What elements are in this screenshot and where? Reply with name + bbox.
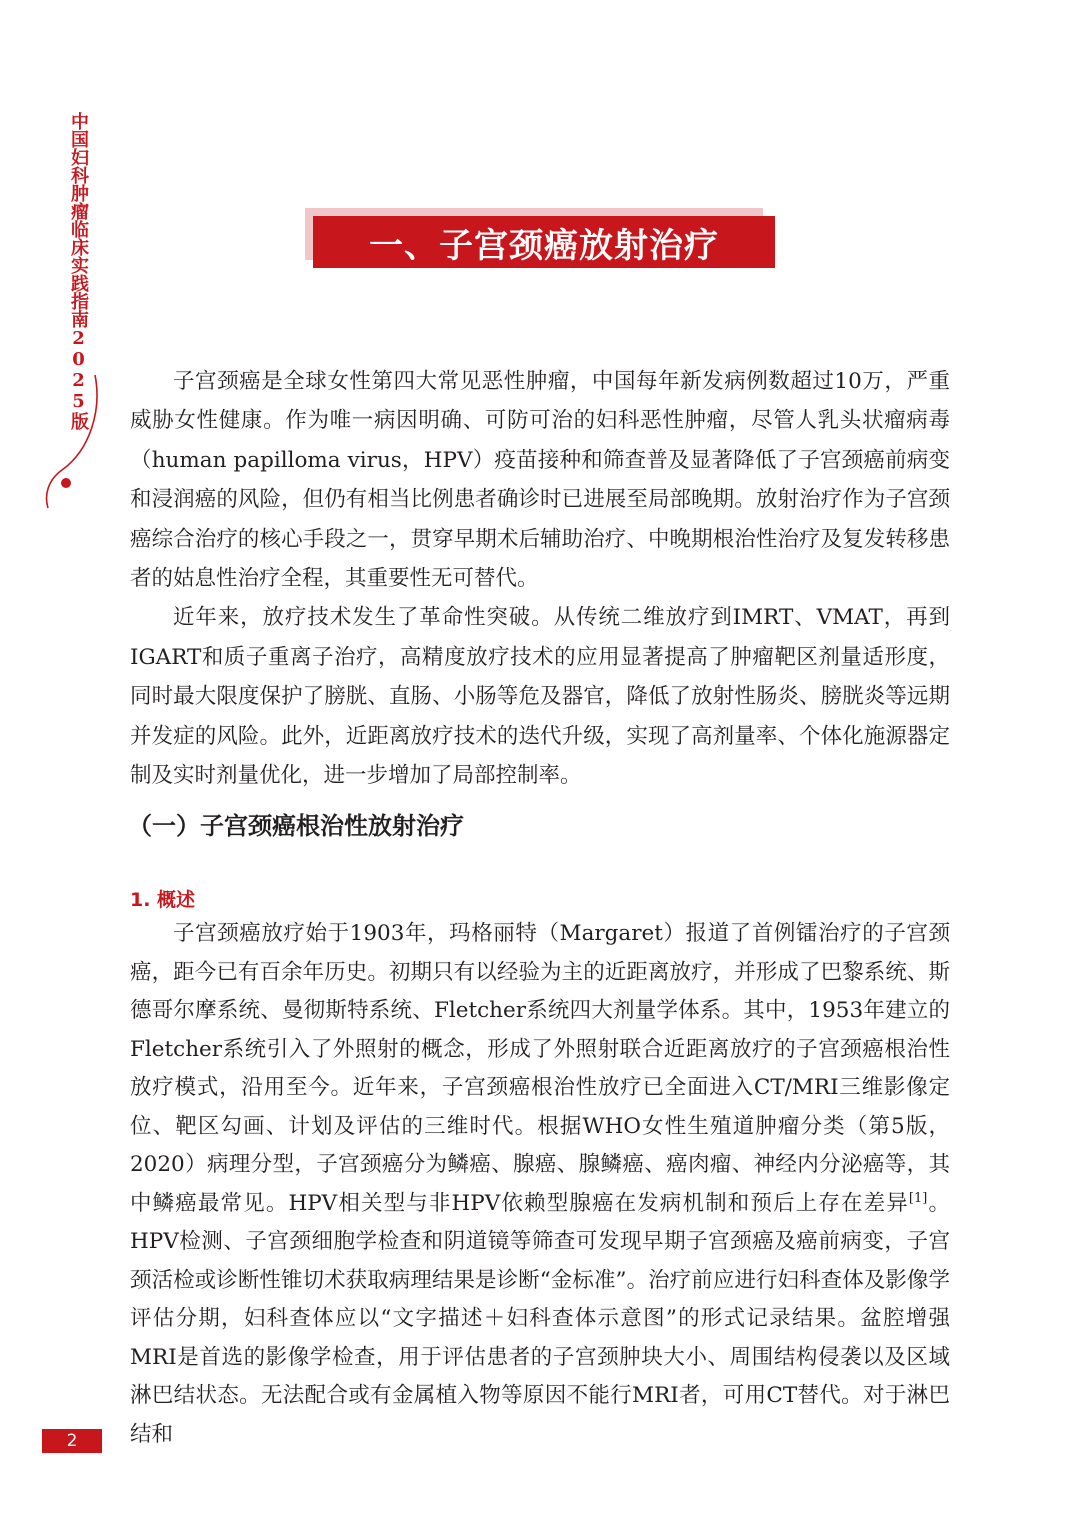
- section-title: 一、子宫颈癌放射治疗: [369, 225, 719, 266]
- subsection-heading: （一）子宫颈癌根治性放射治疗: [128, 812, 464, 840]
- intro-paragraph-1: 子宫颈癌是全球女性第四大常见恶性肿瘤，中国每年新发病例数超过10万，严重威胁女性健康。作为唯一病因明确、可防可治的妇科恶性肿瘤，尽管人乳头状瘤病毒（human papilloma virus，HPV）疫苗接种和筛查普及显著降低了子宫颈癌前病变和浸润癌的风险，但仍有相当比例患者确诊时已进展至局部晚期。放射治疗作为子宫颈癌综合治疗的核心手段之一，贯穿早期术后辅助治疗、中晚期根治性治疗及复发转移患者的姑息性治疗全程，其重要性无可替代。: [130, 369, 950, 592]
- page-number: 2: [42, 1429, 102, 1453]
- overview-body: [130, 915, 950, 1454]
- running-header: 中国妇科肿瘤临床实践指南2025版: [68, 112, 89, 430]
- decorative-curve: [40, 370, 110, 510]
- citation-marker: [1]: [908, 1190, 928, 1206]
- overview-text-after-citation: 。HPV检测、子宫颈细胞学检查和阴道镜等筛查可发现早期子宫颈癌及癌前病变，子宫颈活检或诊断性锥切术获取病理结果是诊断“金标准”。治疗前应进行妇科查体及影像学评估分期，妇科查体应以“文字描述＋妇科查体示意图”的形式记录结果。盆腔增强MRI是首选的影像学检查，用于评估患者的子宫颈肿块大小、周围结构侵袭以及区域淋巴结状态。无法配合或有金属植入物等原因不能行MRI者，可用CT替代。对于淋巴结和: [130, 1190, 950, 1447]
- intro-paragraph-2: 近年来，放疗技术发生了革命性突破。从传统二维放疗到IMRT、VMAT，再到IGART和质子重离子治疗，高精度放疗技术的应用显著提高了肿瘤靶区剂量适形度，同时最大限度保护了膀胱、直肠、小肠等危及器官，降低了放射性肠炎、膀胱炎等远期并发症的风险。此外，近距离放疗技术的迭代升级，实现了高剂量率、个体化施源器定制及实时剂量优化，进一步增加了局部控制率。: [130, 605, 950, 789]
- overview-paragraph: [130, 915, 950, 1454]
- sub-subsection-heading: 1. 概述: [130, 889, 196, 911]
- section-title-banner: [305, 208, 775, 268]
- title-box: [313, 216, 775, 268]
- overview-text-before-citation: 子宫颈癌放疗始于1903年，玛格丽特（Margaret）报道了首例镭治疗的子宫颈癌，距今已有百余年历史。初期只有以经验为主的近距离放疗，并形成了巴黎系统、斯德哥尔摩系统、曼彻斯特系统、Fletcher系统四大剂量学体系。其中，1953年建立的Fletcher系统引入了外照射的概念，形成了外照射联合近距离放疗的子宫颈癌根治性放疗模式，沿用至今。近年来，子宫颈癌根治性放疗已全面进入CT/MRI三维影像定位、靶区勾画、计划及评估的三维时代。根据WHO女性生殖道肿瘤分类（第5版，2020）病理分型，子宫颈癌分为鳞癌、腺癌、腺鳞癌、癌肉瘤、神经内分泌癌等，其中鳞癌最常见。HPV相关型与非HPV依赖型腺癌在发病机制和预后上存在差异: [130, 921, 950, 1216]
- intro-body: [130, 362, 950, 795]
